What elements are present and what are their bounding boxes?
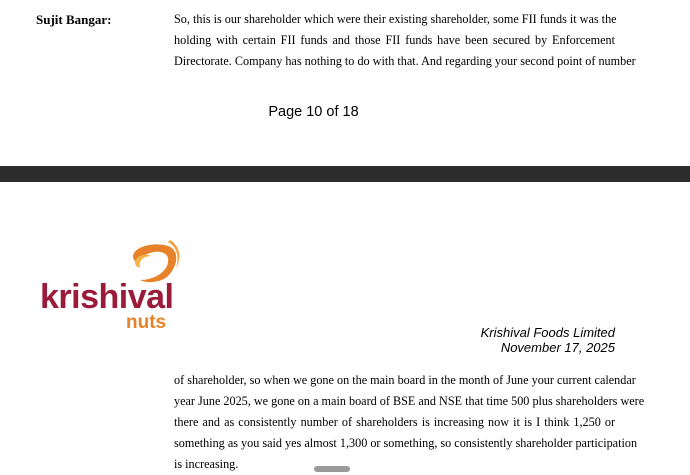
company-logo (40, 236, 190, 336)
paragraph-line: holding with certain FII funds and those FII funds have been secured by Enforcement (174, 33, 615, 47)
paragraph-line: year June 2025, we gone on a main board of BSE and NSE that time 500 plus shareholders were (174, 394, 645, 408)
paragraph-line: is increasing. (174, 457, 239, 471)
document-date: November 17, 2025 (500, 340, 615, 355)
transcript-paragraph-top (174, 9, 636, 72)
page-separator (0, 166, 690, 182)
company-name: Krishival Foods Limited (480, 325, 615, 340)
speaker-name: Sujit Bangar: (36, 12, 112, 27)
logo-subtext: nuts (126, 312, 167, 333)
scroll-handle[interactable] (314, 466, 350, 472)
paragraph-line: of shareholder, so when we gone on the main board in the month of June your current calendar (174, 373, 636, 387)
paragraph-line: something as you said yes almost 1,300 or something, so consistently shareholder participation (174, 436, 638, 450)
page-number: Page 10 of 18 (268, 104, 359, 120)
paragraph-line: So, this is our shareholder which were their existing shareholder, some FII funds it was the (174, 12, 617, 26)
logo-wordmark: krishival (40, 278, 174, 316)
paragraph-line: Directorate. Company has nothing to do with that. And regarding your second point of number (174, 54, 636, 68)
paragraph-line: there and as consistently number of shareholders is increasing now it is I think 1,250 or (174, 415, 615, 429)
transcript-paragraph-bottom (174, 370, 645, 475)
company-header (481, 325, 615, 355)
